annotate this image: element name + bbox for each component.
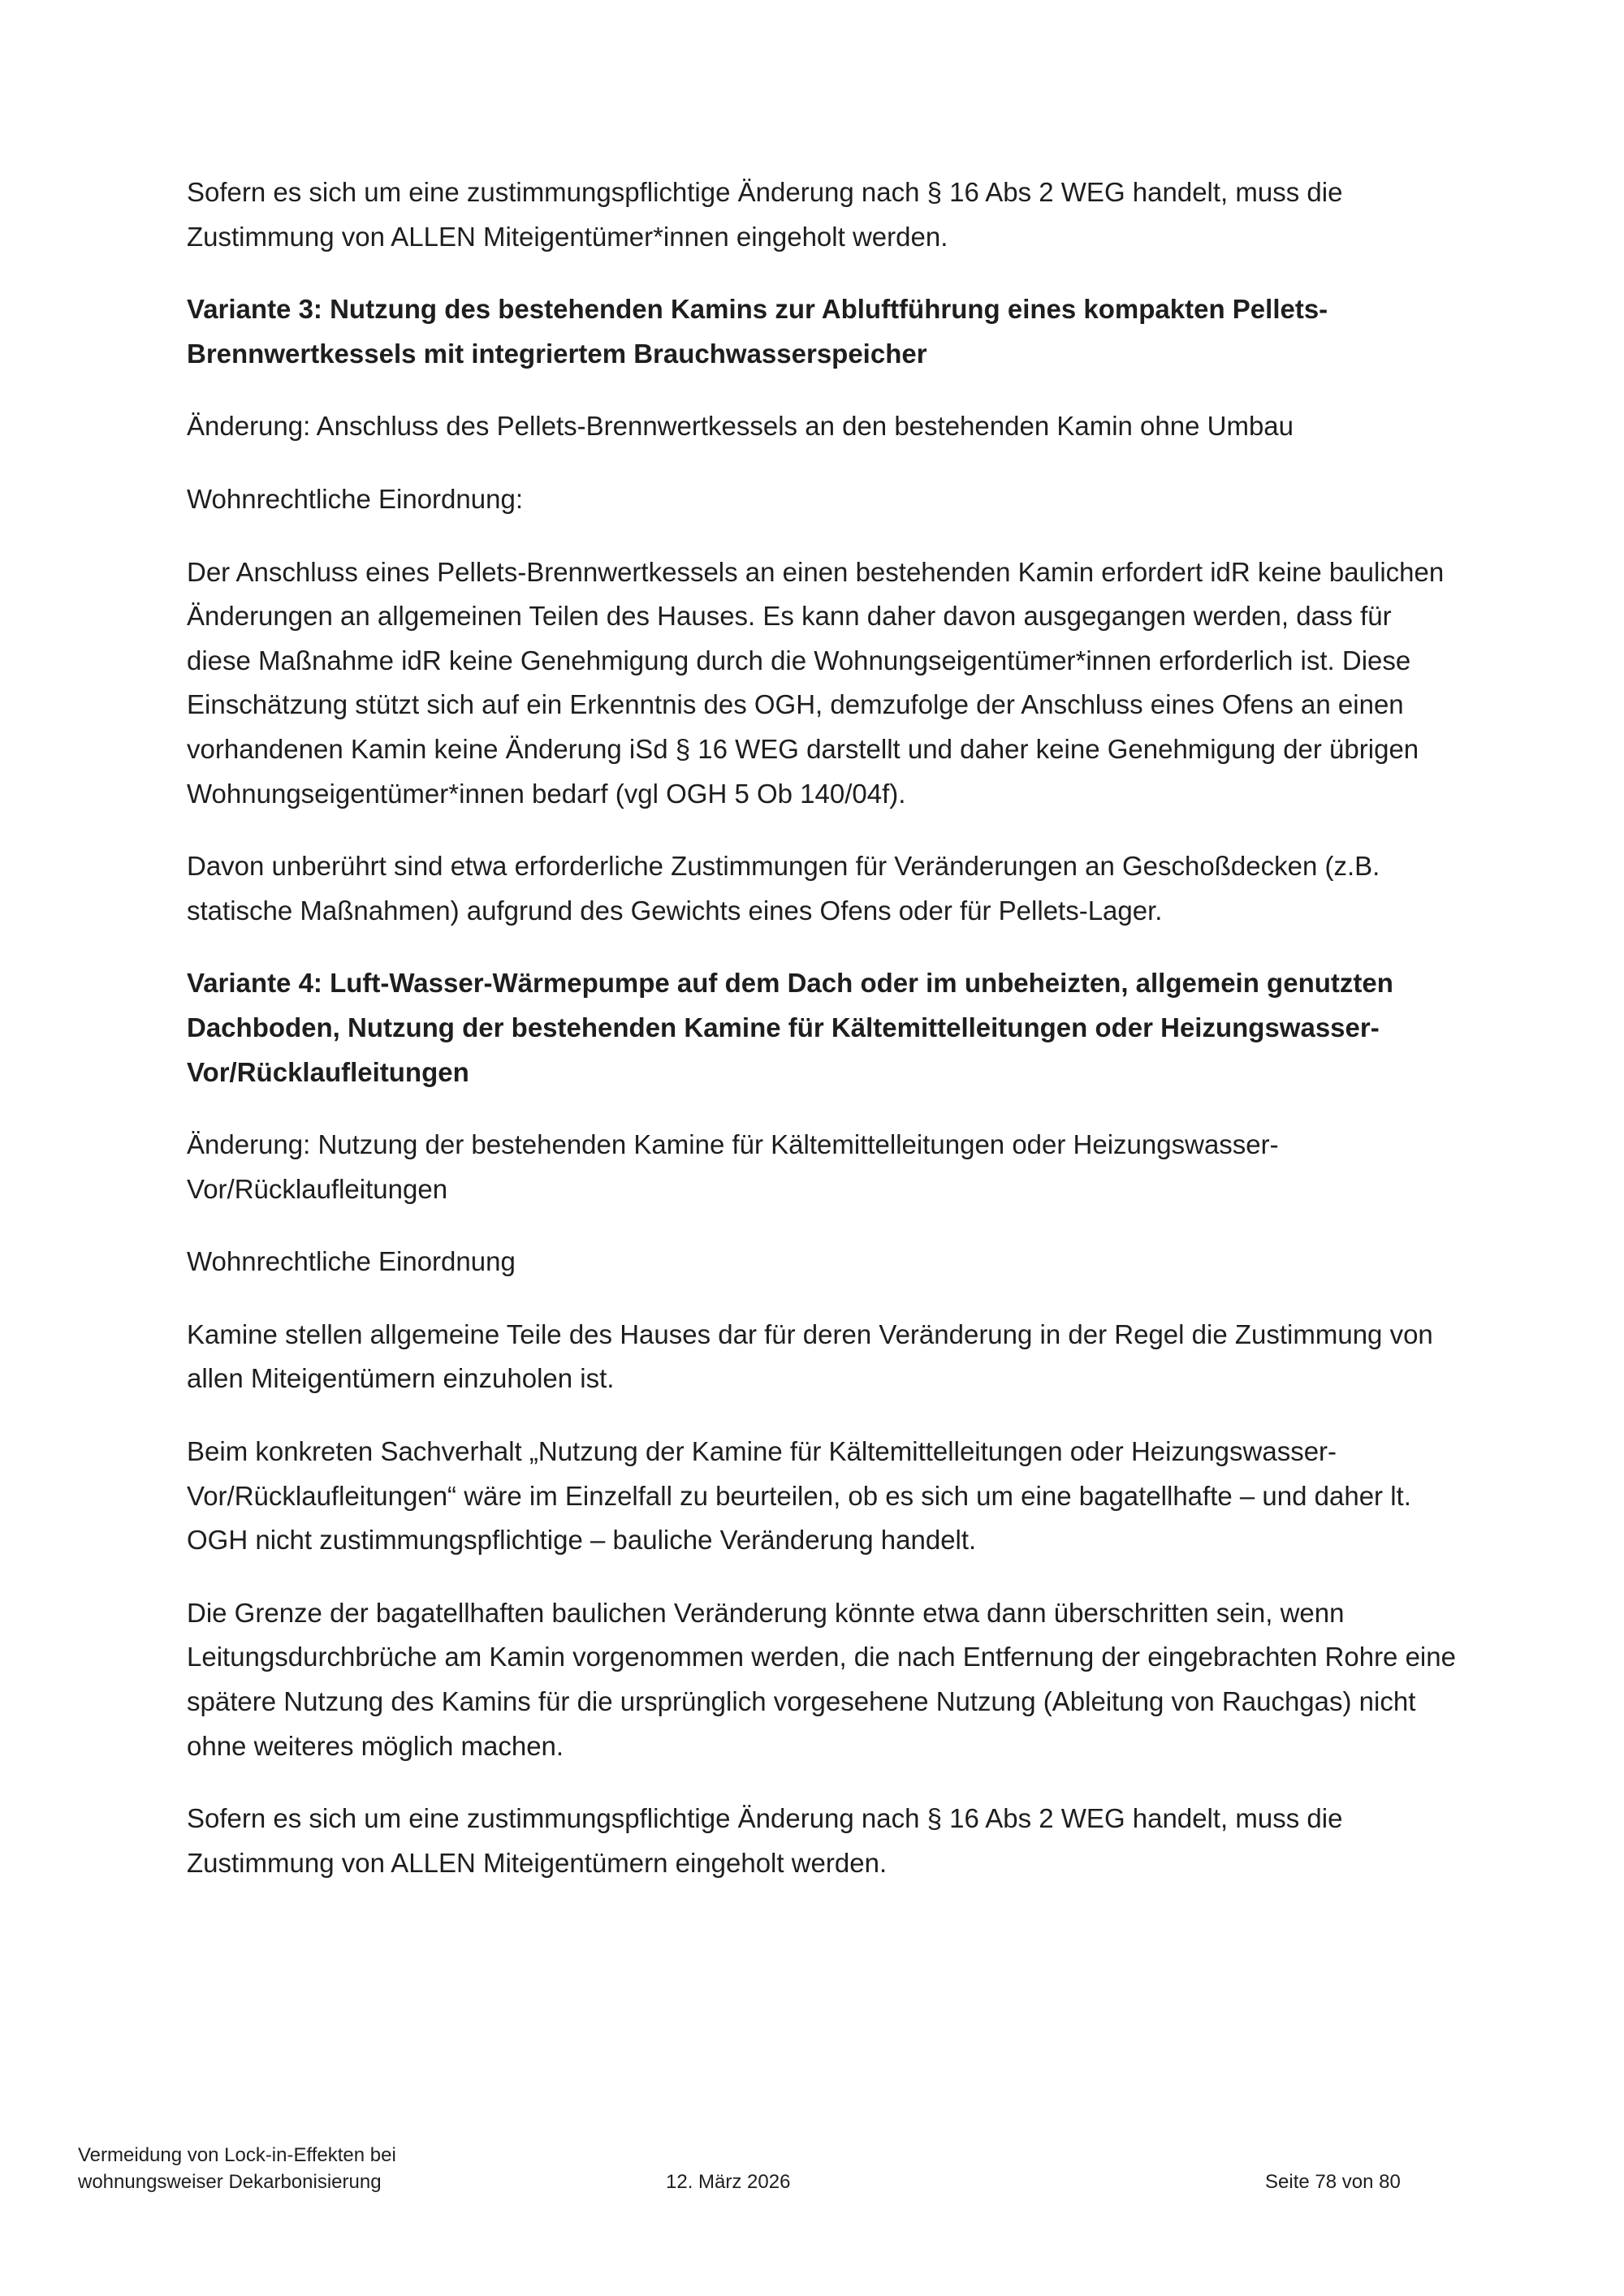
paragraph: Kamine stellen allgemeine Teile des Hauses dar für deren Veränderung in der Regel die Zustimmung von allen Miteigentümern einzuholen ist. (187, 1318, 1433, 1394)
paragraph: Änderung: Anschluss des Pellets-Brennwertkessels an den bestehenden Kamin ohne Umbau (187, 411, 1294, 442)
paragraph: Wohnrechtliche Einordnung (187, 1246, 516, 1277)
paragraph: Sofern es sich um eine zustimmungspflichtige Änderung nach § 16 Abs 2 WEG handelt, muss die Zustimmung von ALLEN Miteigentümer*innen eingeholt werden. (187, 177, 1343, 252)
footer-page-number: Seite 78 von 80 (1265, 2171, 1401, 2193)
section-heading-variante-3: Variante 3: Nutzung des bestehenden Kamins zur Abluftführung eines kompakten Pellets-Brennwertkessels mit integriertem Brauchwasserspeicher (187, 294, 1328, 369)
paragraph: Sofern es sich um eine zustimmungspflichtige Änderung nach § 16 Abs 2 WEG handelt, muss die Zustimmung von ALLEN Miteigentümern eingeholt werden. (187, 1803, 1343, 1878)
paragraph: Davon unberührt sind etwa erforderliche Zustimmungen für Veränderungen an Geschoßdecken (z.B. statische Maßnahmen) aufgrund des Gewichts eines Ofens oder für Pellets-Lager. (187, 851, 1380, 926)
page-footer (0, 2142, 1624, 2207)
section-heading-variante-4: Variante 4: Luft-Wasser-Wärmepumpe auf dem Dach oder im unbeheizten, allgemein genutzten Dachboden, Nutzung der bestehenden Kamine für Kältemittelleitungen oder Heizungswasser-Vor/Rücklaufleitungen (187, 968, 1393, 1087)
footer-title-line-1: Vermeidung von Lock-in-Effekten bei (78, 2144, 396, 2166)
footer-title-line-2: wohnungsweiser Dekarbonisierung (78, 2171, 382, 2193)
paragraph: Beim konkreten Sachverhalt „Nutzung der Kamine für Kältemittelleitungen oder Heizungswasser-Vor/Rücklaufleitungen“ wäre im Einzelfall zu beurteilen, ob es sich um eine bagatellhafte – und daher lt. OGH nicht zustimmungspflichtige – bauliche Veränderung handelt. (187, 1436, 1411, 1556)
paragraph: Wohnrechtliche Einordnung: (187, 483, 523, 514)
footer-document-title (78, 2142, 565, 2195)
footer-date: 12. März 2026 (666, 2171, 791, 2193)
paragraph: Der Anschluss eines Pellets-Brennwertkessels an einen bestehenden Kamin erfordert idR keine baulichen Änderungen an allgemeinen Teilen des Hauses. Es kann daher davon ausgegangen werden, dass für diese Maßnahme idR keine Genehmigung durch die Wohnungseigentümer*innen erforderlich ist. Diese Einschätzung stützt sich auf ein Erkenntnis des OGH, demzufolge der Anschluss eines Ofens an einen vorhandenen Kamin keine Änderung iSd § 16 WEG darstellt und daher keine Genehmigung der übrigen Wohnungseigentümer*innen bedarf (vgl OGH 5 Ob 140/04f). (187, 556, 1445, 809)
paragraph: Änderung: Nutzung der bestehenden Kamine für Kältemittelleitungen oder Heizungswasser-Vor/Rücklaufleitungen (187, 1129, 1279, 1204)
document-body (187, 170, 1462, 1914)
paragraph: Die Grenze der bagatellhaften baulichen Veränderung könnte etwa dann überschritten sein, wenn Leitungsdurchbrüche am Kamin vorgenommen werden, die nach Entfernung der eingebrachten Rohre eine spätere Nutzung des Kamins für die ursprünglich vorgesehene Nutzung (Ableitung von Rauchgas) nicht ohne weiteres möglich machen. (187, 1597, 1456, 1761)
